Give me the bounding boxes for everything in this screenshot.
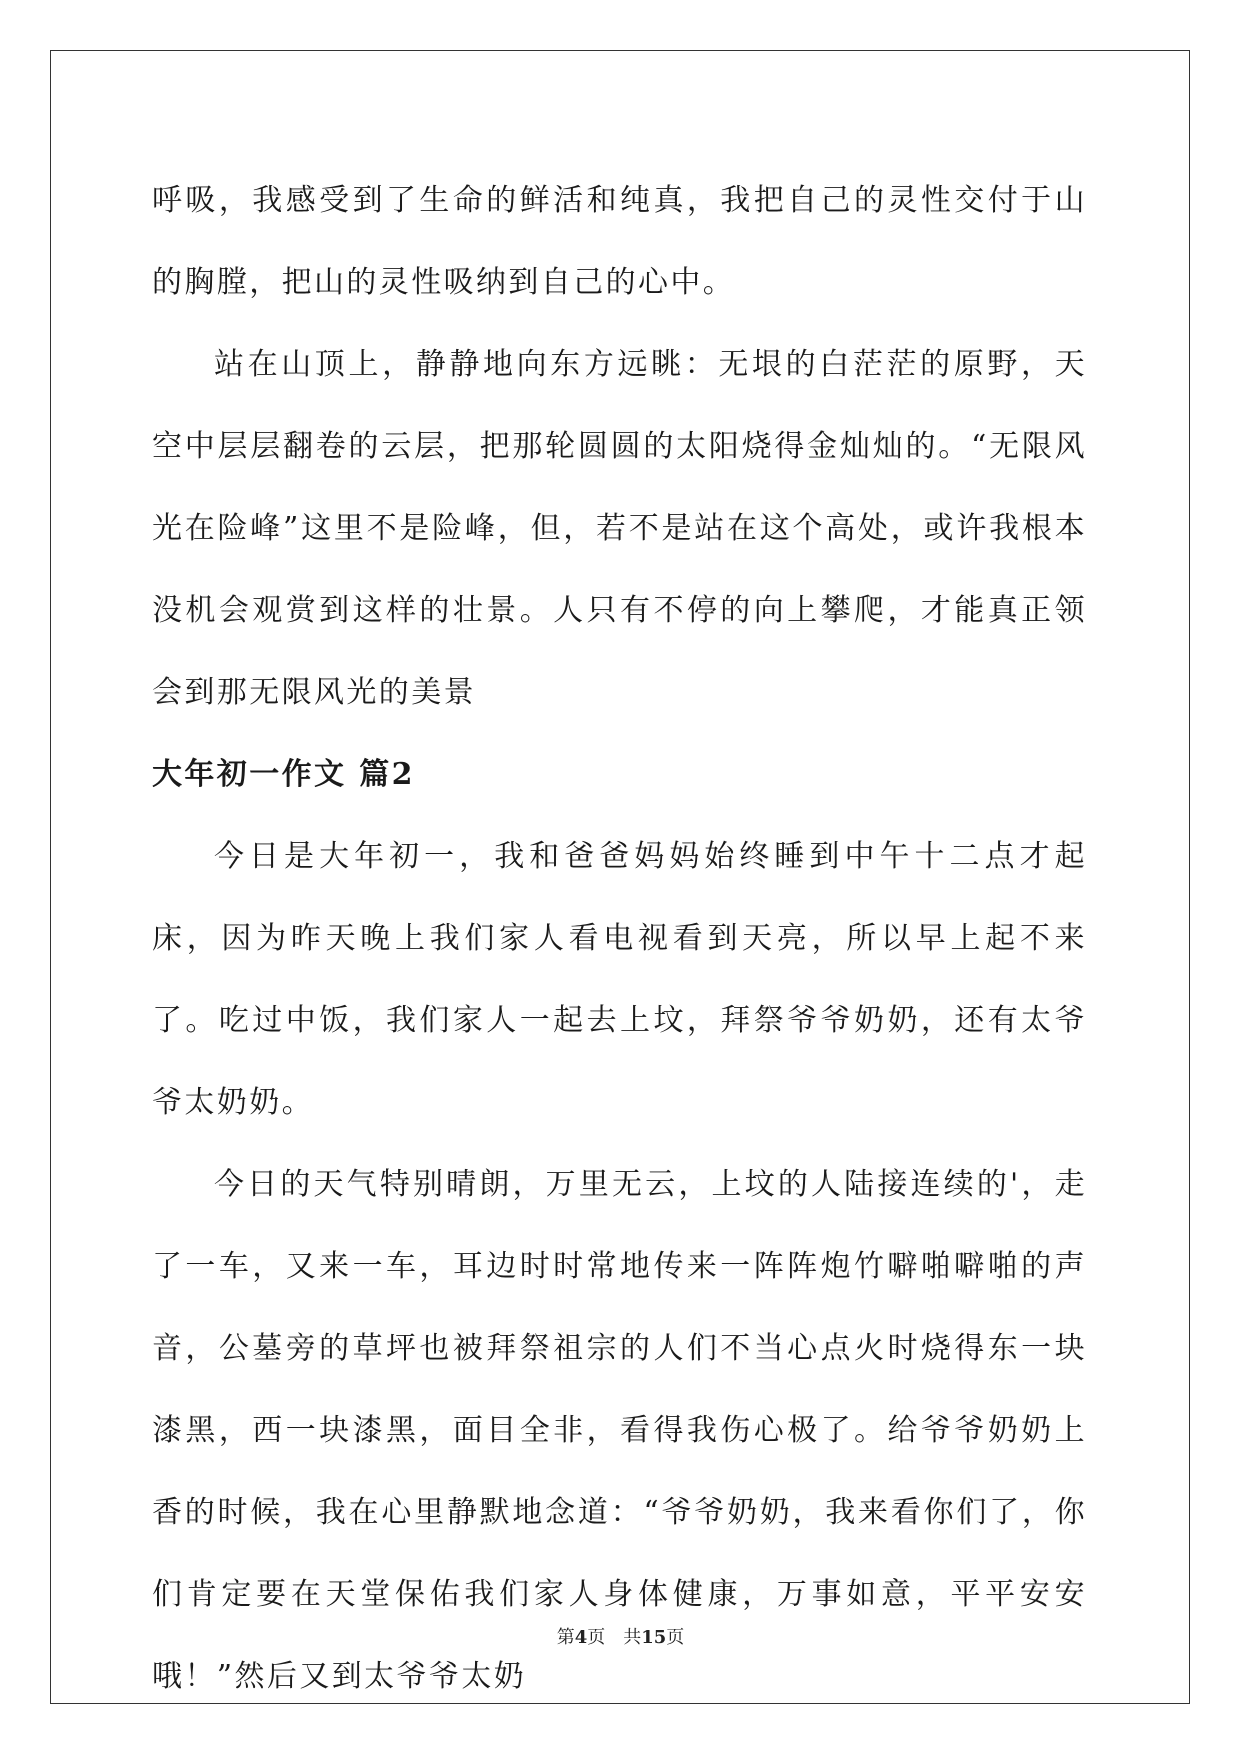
footer-page-prefix: 第 [556, 1627, 575, 1648]
footer-page-total: 15 [641, 1627, 667, 1648]
page-footer [0, 1626, 1241, 1650]
paragraph-continued: 呼吸，我感受到了生命的鲜活和纯真，我把自己的灵性交付于山的胸膛，把山的灵性吸纳到自己的心中。 [152, 183, 1087, 300]
document-body [152, 160, 1087, 1718]
paragraph-new-year-day: 今日是大年初一，我和爸爸妈妈始终睡到中午十二点才起床，因为昨天晚上我们家人看电视看到天亮，所以早上起不来了。吃过中饭，我们家人一起去上坟，拜祭爷爷奶奶，还有太爷爷太奶奶。 [152, 839, 1087, 1120]
paragraph-tomb-sweeping: 今日的天气特别晴朗，万里无云，上坟的人陆接连续的'，走了一车，又来一车，耳边时时常地传来一阵阵炮竹噼啪噼啪的声音，公墓旁的草坪也被拜祭祖宗的人们不当心点火时烧得东一块漆黑，西一块漆黑，面目全非，看得我伤心极了。给爷爷奶奶上香的时候，我在心里静默地念道：“爷爷奶奶，我来看你们了，你们肯定要在天堂保佑我们家人身体健康，万事如意，平平安安哦！”然后又到太爷爷太奶 [152, 1167, 1087, 1694]
footer-total-suffix: 页 [666, 1627, 685, 1648]
paragraph-mountain-view: 站在山顶上，静静地向东方远眺：无垠的白茫茫的原野，天空中层层翻卷的云层，把那轮圆圆的太阳烧得金灿灿的。“无限风光在险峰”这里不是险峰，但，若不是站在这个高处，或许我根本没机会观赏到这样的壮景。人只有不停的向上攀爬，才能真正领会到那无限风光的美景 [152, 347, 1087, 710]
footer-total-prefix: 共 [623, 1627, 642, 1648]
footer-page-suffix: 页 [587, 1627, 606, 1648]
section-title: 大年初一作文 篇2 [152, 757, 415, 792]
footer-page-current: 4 [574, 1627, 588, 1648]
